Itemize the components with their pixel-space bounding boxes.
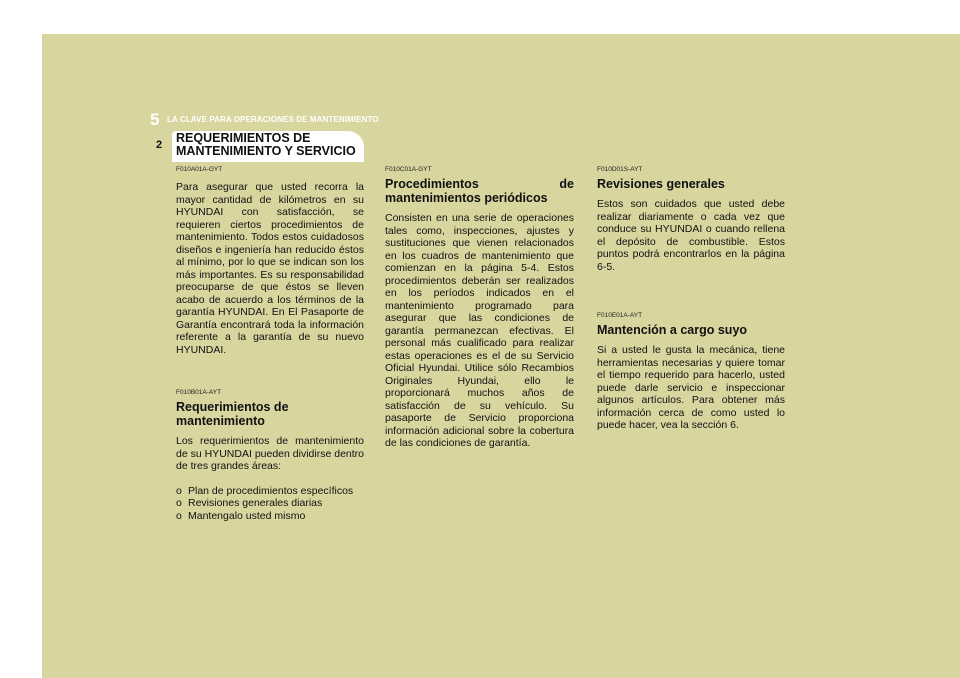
- section-code: F010A01A-GYT: [176, 166, 223, 173]
- owner-maintenance-heading: Mantención a cargo suyo: [597, 323, 748, 337]
- heading-line: mantenimientos periódicos: [385, 191, 548, 205]
- list-item-text: Revisiones generales diarias: [188, 497, 323, 509]
- list-item: [176, 497, 364, 510]
- section-code: F010E01A-AYT: [597, 312, 643, 319]
- intro-paragraph: Para asegurar que usted recorra la mayor cantidad de kilómetros en su HYUNDAI con satisfacción, se requieren ciertos procedimientos de mantenimiento. Todos estos cuidadosos diseños e ingeniería han reducido éstos al mínimo, por lo que se indican son los más importantes. Es su responsabilidad preocuparse de que éstos se lleven acabo de acuerdo a los términos de la garantía HYUNDAI. En El Pasaporte de Garantía encontrará toda la información referente a la garantía de su nuevo HYUNDAI.: [176, 181, 364, 356]
- section-title-line2: MANTENIMIENTO Y SERVICIO: [176, 144, 356, 158]
- bullet: o: [176, 484, 182, 497]
- periodic-maintenance-heading: [385, 177, 574, 205]
- heading-line: Requerimientos de: [176, 400, 289, 414]
- column-2: [385, 166, 574, 450]
- section-title-tab: [172, 131, 364, 161]
- list-item-text: Plan de procedimientos específicos: [188, 484, 354, 497]
- owner-maintenance-paragraph: Si a usted le gusta la mecánica, tiene herramientas necesarias y quiere tomar el tiempo requerido para hacerlo, usted puede darle servicio e inspeccionar algunos artículos. Para obtener más información cerca de como usted lo puede hacer, vea la sección 6.: [597, 344, 785, 431]
- page-number: 2: [156, 139, 163, 151]
- requirements-list: [176, 485, 364, 523]
- column-3: [597, 166, 785, 432]
- heading-line: mantenimiento: [176, 414, 265, 428]
- list-item: [176, 510, 364, 523]
- requirements-section: [176, 389, 364, 522]
- owner-maintenance-section: [597, 312, 785, 432]
- chapter-number: 5: [150, 110, 160, 129]
- requirements-heading: [176, 400, 364, 428]
- bullet: o: [176, 497, 182, 509]
- section-title-line1: REQUERIMIENTOS DE: [176, 131, 311, 145]
- list-item-text: Mantengalo usted mismo: [188, 509, 306, 522]
- heading-line: Procedimientos de: [385, 177, 574, 191]
- column-1: [176, 166, 364, 522]
- general-checks-heading: Revisiones generales: [597, 177, 725, 191]
- section-title: [176, 132, 356, 158]
- section-code: F010C01A-GYT: [385, 166, 432, 173]
- general-checks-section: [597, 166, 785, 273]
- section-title-underline: [172, 160, 364, 162]
- section-code: F010D01S-AYT: [597, 166, 643, 173]
- bullet: o: [176, 509, 182, 522]
- periodic-maintenance-paragraph: Consisten en una serie de operaciones tales como, inspecciones, ajustes y sustituciones que vienen relacionados en los cuadros de mantenimiento que comienzan en la página 5-4. Estos procedimientos deberán ser realizados en los períodos indicados en el mantenimiento programado para asegurar que las condiciones de garantía permanezcan efectivas. El personal más cualificado para realizar estas operaciones es el de su Servicio Oficial Hyundai. Utilice sólo Recambios Originales Hyundai, ello le proporcionará muchos años de satisfacción de su vehículo. Su pasaporte de Servicio proporciona información adicional sobre la cobertura de las condiciones de garantía.: [385, 212, 574, 449]
- general-checks-paragraph: Estos son cuidados que usted debe realizar diariamente o cada vez que conduce su HYUNDAI o cuando rellena el depósito de combustible. Estos puntos podrá encontrarlos en la página 6-5.: [597, 198, 785, 273]
- list-item: [176, 485, 364, 498]
- section-code: F010B01A-AYT: [176, 389, 222, 396]
- requirements-paragraph: Los requerimientos de mantenimiento de su HYUNDAI pueden dividirse dentro de tres grandes áreas:: [176, 435, 364, 472]
- chapter-title: LA CLAVE PARA OPERACIONES DE MANTENIMIENTO: [167, 115, 379, 124]
